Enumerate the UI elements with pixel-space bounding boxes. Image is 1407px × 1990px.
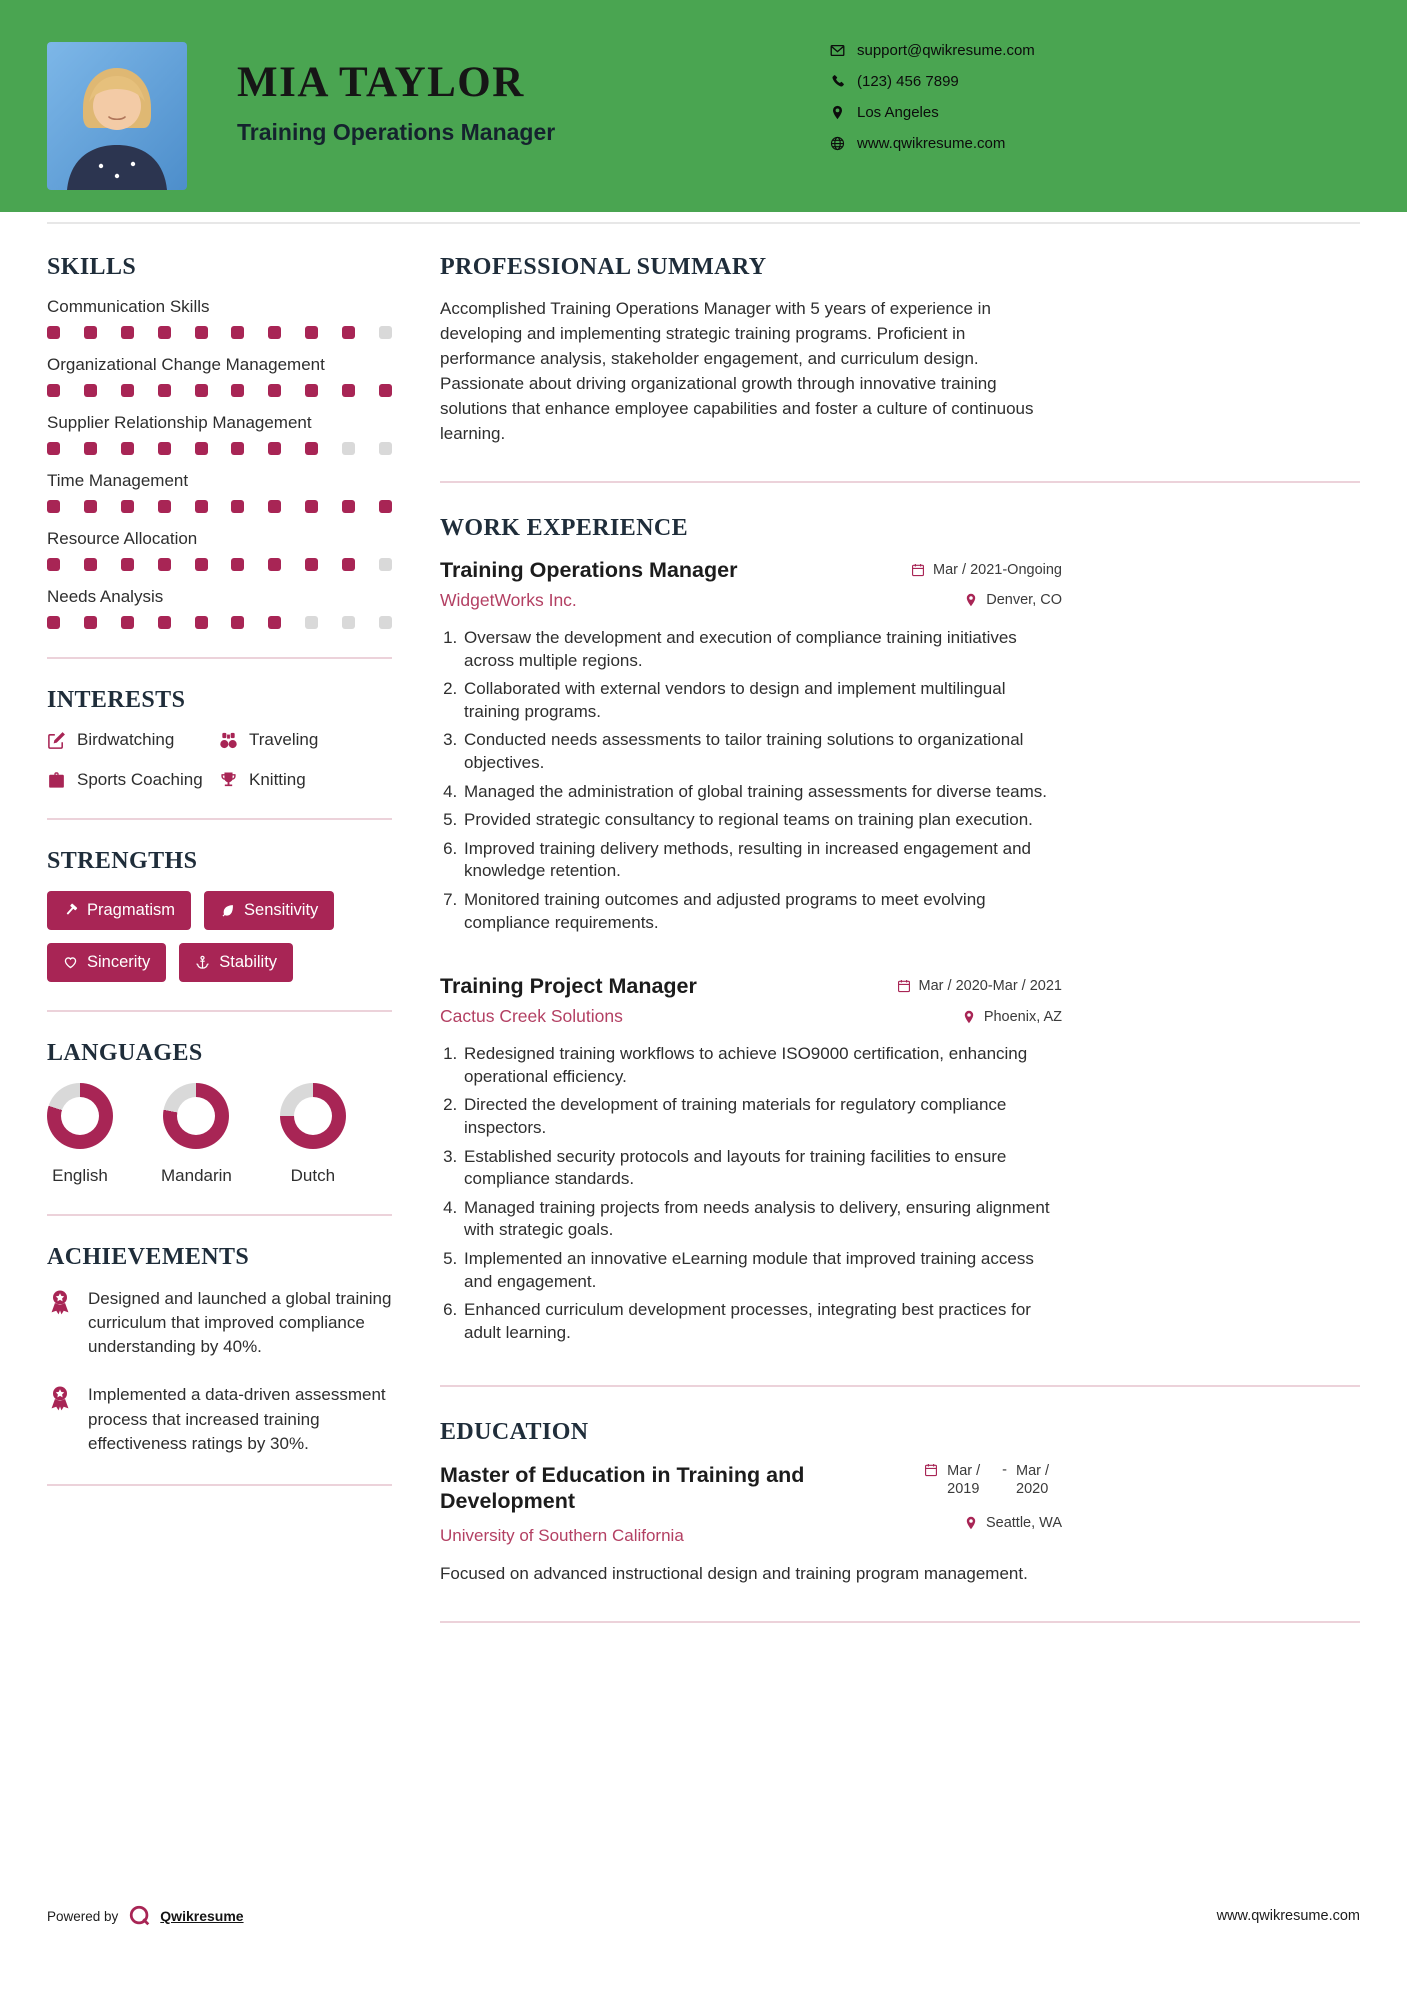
skill-dot	[342, 326, 355, 339]
skill-item	[47, 471, 392, 513]
interest-item	[219, 730, 392, 750]
leaf-icon	[220, 903, 235, 918]
job-location-text: Phoenix, AZ	[983, 1008, 1062, 1025]
education-date-separator: -	[1002, 1461, 1007, 1478]
skill-rating	[47, 442, 392, 455]
skill-dot	[121, 558, 134, 571]
skill-name: Supplier Relationship Management	[47, 413, 312, 432]
award-icon	[47, 1289, 73, 1315]
experience-section	[440, 515, 1360, 1345]
skill-name: Communication Skills	[47, 297, 210, 316]
interest-label: Birdwatching	[77, 730, 175, 749]
divider	[440, 481, 1360, 483]
languages-heading: LANGUAGES	[47, 1040, 203, 1066]
job-entry	[440, 558, 1062, 934]
divider	[440, 1385, 1360, 1387]
skill-dot	[305, 326, 318, 339]
skill-dot	[342, 384, 355, 397]
skill-dot	[342, 442, 355, 455]
header	[0, 0, 1407, 212]
skill-rating	[47, 326, 392, 339]
job-bullet: 5. Provided strategic consultancy to regional teams on training plan execution.	[462, 809, 1062, 832]
skill-dot	[195, 558, 208, 571]
skill-dot	[84, 384, 97, 397]
language-item	[161, 1083, 232, 1186]
skill-dot	[231, 442, 244, 455]
contact-website-text: www.qwikresume.com	[857, 135, 1006, 152]
skill-dot	[158, 616, 171, 629]
school-name: University of Southern California	[440, 1526, 684, 1546]
job-location	[964, 592, 1062, 608]
job-date	[911, 562, 1062, 578]
skills-heading: SKILLS	[47, 254, 137, 280]
strength-badge	[204, 891, 334, 930]
skill-dot	[158, 384, 171, 397]
pencil-icon	[47, 731, 66, 750]
job-bullet: 1. Redesigned training workflows to achieve ISO9000 certification, enhancing operational efficiency.	[462, 1043, 1062, 1088]
contact-email[interactable]	[830, 42, 1038, 59]
skill-rating	[47, 500, 392, 513]
skill-dot	[84, 500, 97, 513]
skill-dot	[195, 616, 208, 629]
skill-item	[47, 413, 392, 455]
briefcase-icon	[47, 771, 66, 790]
skill-dot	[121, 500, 134, 513]
interest-item	[47, 730, 219, 750]
strength-badge	[47, 943, 166, 982]
skill-dot	[305, 558, 318, 571]
skill-dot	[231, 326, 244, 339]
skill-rating	[47, 558, 392, 571]
interests-section	[47, 687, 392, 790]
skill-dot	[379, 500, 392, 513]
skill-dot	[158, 326, 171, 339]
skill-rating	[47, 616, 392, 629]
job-bullet: 1. Oversaw the development and execution of compliance training initiatives across multiple regions.	[462, 627, 1062, 672]
language-item	[47, 1083, 113, 1186]
skill-dot	[121, 384, 134, 397]
job-date	[897, 978, 1062, 994]
pin-icon	[962, 1010, 976, 1024]
education-location-text: Seattle, WA	[985, 1515, 1062, 1532]
summary-heading: PROFESSIONAL SUMMARY	[440, 254, 767, 280]
skill-dot	[379, 384, 392, 397]
qwikresume-logo-icon	[128, 1904, 152, 1928]
strengths-section	[47, 848, 392, 982]
main-content	[0, 254, 1407, 1655]
contact-location	[830, 104, 1038, 121]
anchor-icon	[195, 955, 210, 970]
skill-dot	[47, 616, 60, 629]
skill-dot	[231, 616, 244, 629]
skill-dot	[47, 326, 60, 339]
skill-dot	[84, 616, 97, 629]
job-title: Training Operations Manager	[237, 119, 556, 145]
job-bullet: 5. Implemented an innovative eLearning module that improved training access and engagement.	[462, 1248, 1062, 1293]
skill-dot	[268, 442, 281, 455]
skill-name: Organizational Change Management	[47, 355, 325, 374]
profile-photo-illustration	[47, 42, 187, 190]
profile-photo	[47, 42, 187, 190]
divider	[47, 1484, 392, 1486]
divider	[440, 1621, 1360, 1623]
skill-dot	[195, 326, 208, 339]
language-label: English	[52, 1166, 108, 1185]
experience-heading: WORK EXPERIENCE	[440, 514, 689, 541]
education-heading: EDUCATION	[440, 1418, 589, 1445]
globe-icon	[830, 136, 845, 151]
skill-dot	[379, 616, 392, 629]
skill-dot	[379, 442, 392, 455]
strength-label: Sensitivity	[244, 901, 319, 919]
achievement-item	[47, 1383, 392, 1455]
education-location	[964, 1515, 1062, 1531]
skill-name: Time Management	[47, 471, 189, 490]
achievement-text: Implemented a data-driven assessment process that increased training effectiveness ratings by 30%.	[88, 1385, 386, 1453]
skill-dot	[305, 384, 318, 397]
skill-dot	[342, 500, 355, 513]
job-bullet: 2. Directed the development of training materials for regulatory compliance inspectors.	[462, 1094, 1062, 1139]
email-icon	[830, 43, 845, 58]
skill-dot	[342, 616, 355, 629]
strength-label: Pragmatism	[87, 901, 176, 919]
language-donut-chart	[280, 1083, 346, 1149]
qwikresume-brand-link[interactable]: Qwikresume	[160, 1908, 244, 1924]
skill-item	[47, 297, 392, 339]
skill-dot	[231, 384, 244, 397]
divider	[47, 1010, 392, 1012]
skills-section	[47, 254, 392, 629]
skill-dot	[342, 558, 355, 571]
pin-icon	[964, 1516, 978, 1530]
language-label: Mandarin	[161, 1166, 232, 1185]
skill-dot	[305, 500, 318, 513]
summary-text: Accomplished Training Operations Manager with 5 years of experience in developing and implementing strategic training programs. Proficient in performance analysis, stakeholder engagement, and curriculum design. Passionate about driving organizational growth through innovative training solutions that enhance employee capabilities and foster a culture of continuous learning.	[440, 299, 1034, 443]
calendar-icon	[924, 1463, 938, 1477]
hammer-icon	[63, 903, 78, 918]
binoculars-icon	[219, 731, 238, 750]
strength-badge	[179, 943, 293, 982]
education-description: Focused on advanced instructional design and training program management.	[440, 1564, 1028, 1584]
interest-label: Sports Coaching	[77, 770, 203, 789]
skill-dot	[268, 384, 281, 397]
phone-icon	[830, 74, 845, 89]
job-bullet: 4. Managed training projects from needs analysis to delivery, ensuring alignment with strategic goals.	[462, 1197, 1062, 1242]
skill-dot	[47, 442, 60, 455]
skill-dot	[231, 500, 244, 513]
skill-item	[47, 355, 392, 397]
language-label: Dutch	[290, 1166, 336, 1185]
award-icon	[47, 1385, 73, 1411]
strengths-heading: STRENGTHS	[47, 848, 198, 874]
education-date-end: Mar / 2020	[1016, 1462, 1050, 1498]
divider	[47, 1214, 392, 1216]
strength-badge	[47, 891, 191, 930]
skill-dot	[195, 500, 208, 513]
skill-dot	[47, 500, 60, 513]
contact-block	[830, 42, 1038, 166]
interest-item	[219, 770, 392, 790]
degree-title: Master of Education in Training and Development	[440, 1462, 805, 1514]
contact-phone	[830, 73, 1038, 90]
interest-label: Traveling	[249, 730, 319, 749]
skill-dot	[84, 326, 97, 339]
skill-dot	[158, 442, 171, 455]
footer-website: www.qwikresume.com	[1216, 1908, 1360, 1924]
skill-name: Needs Analysis	[47, 587, 164, 606]
location-icon	[830, 105, 845, 120]
header-divider	[47, 222, 1360, 224]
skill-dot	[231, 558, 244, 571]
footer	[47, 1904, 1360, 1928]
language-item	[280, 1083, 346, 1186]
job-bullet: 3. Conducted needs assessments to tailor training solutions to organizational objectives.	[462, 729, 1062, 774]
skill-dot	[84, 558, 97, 571]
skill-dot	[121, 616, 134, 629]
languages-section	[47, 1040, 392, 1186]
skill-dot	[47, 384, 60, 397]
job-location	[962, 1009, 1062, 1025]
interest-label: Knitting	[249, 770, 306, 789]
powered-by-label: Powered by	[47, 1908, 119, 1924]
interests-heading: INTERESTS	[47, 687, 186, 713]
contact-website[interactable]	[830, 135, 1038, 152]
name: MIA TAYLOR	[237, 59, 525, 106]
job-date-text: Mar / 2021-Ongoing	[933, 561, 1062, 578]
education-dates	[924, 1462, 1062, 1500]
calendar-icon	[897, 979, 911, 993]
calendar-icon	[911, 563, 925, 577]
company-name: WidgetWorks Inc.	[440, 589, 577, 610]
job-entry-title: Training Operations Manager	[440, 557, 738, 582]
skill-dot	[121, 442, 134, 455]
skill-dot	[195, 384, 208, 397]
skill-item	[47, 529, 392, 571]
language-donut-chart	[163, 1083, 229, 1149]
skill-rating	[47, 384, 392, 397]
skill-dot	[268, 558, 281, 571]
summary-section	[440, 254, 1360, 447]
job-entry	[440, 974, 1062, 1344]
job-entry-title: Training Project Manager	[440, 974, 697, 999]
language-donut-chart	[47, 1083, 113, 1149]
right-column	[440, 254, 1360, 1655]
job-bullet: 6. Improved training delivery methods, resulting in increased engagement and knowledge retention.	[462, 838, 1062, 883]
job-bullets	[440, 1043, 1062, 1344]
contact-location-text: Los Angeles	[857, 104, 939, 121]
strength-label: Stability	[219, 953, 278, 971]
skill-dot	[47, 558, 60, 571]
education-entry	[440, 1462, 1062, 1587]
education-section	[440, 1419, 1360, 1587]
contact-email-text: support@qwikresume.com	[857, 42, 1035, 59]
skill-dot	[305, 616, 318, 629]
trophy-icon	[219, 771, 238, 790]
divider	[47, 818, 392, 820]
achievement-item	[47, 1287, 392, 1359]
job-date-text: Mar / 2020-Mar / 2021	[918, 978, 1062, 995]
achievements-section	[47, 1244, 392, 1456]
skill-dot	[379, 558, 392, 571]
job-bullets	[440, 627, 1062, 934]
job-bullet: 2. Collaborated with external vendors to design and implement multilingual training programs.	[462, 678, 1062, 723]
divider	[47, 657, 392, 659]
skill-dot	[158, 500, 171, 513]
skill-dot	[268, 616, 281, 629]
job-bullet: 4. Managed the administration of global training assessments for diverse teams.	[462, 781, 1062, 804]
job-bullet: 6. Enhanced curriculum development processes, integrating best practices for adult learning.	[462, 1299, 1062, 1344]
skill-dot	[268, 500, 281, 513]
pin-icon	[964, 593, 978, 607]
job-bullet: 3. Established security protocols and layouts for training facilities to ensure compliance standards.	[462, 1146, 1062, 1191]
interest-item	[47, 770, 219, 790]
skill-item	[47, 587, 392, 629]
skill-dot	[121, 326, 134, 339]
skill-dot	[379, 326, 392, 339]
strength-label: Sincerity	[87, 953, 151, 971]
job-bullet: 7. Monitored training outcomes and adjusted programs to meet evolving compliance requirements.	[462, 889, 1062, 934]
skill-dot	[268, 326, 281, 339]
left-column	[47, 254, 392, 1655]
skill-dot	[195, 442, 208, 455]
contact-phone-text: (123) 456 7899	[857, 73, 959, 90]
achievements-heading: ACHIEVEMENTS	[47, 1244, 250, 1270]
skill-name: Resource Allocation	[47, 529, 198, 548]
company-name: Cactus Creek Solutions	[440, 1006, 623, 1027]
skill-dot	[305, 442, 318, 455]
heart-icon	[63, 955, 78, 970]
skill-dot	[158, 558, 171, 571]
education-date-start: Mar / 2019	[947, 1462, 981, 1498]
achievement-text: Designed and launched a global training curriculum that improved compliance understanding by 40%.	[88, 1289, 392, 1357]
job-location-text: Denver, CO	[986, 592, 1062, 609]
skill-dot	[84, 442, 97, 455]
